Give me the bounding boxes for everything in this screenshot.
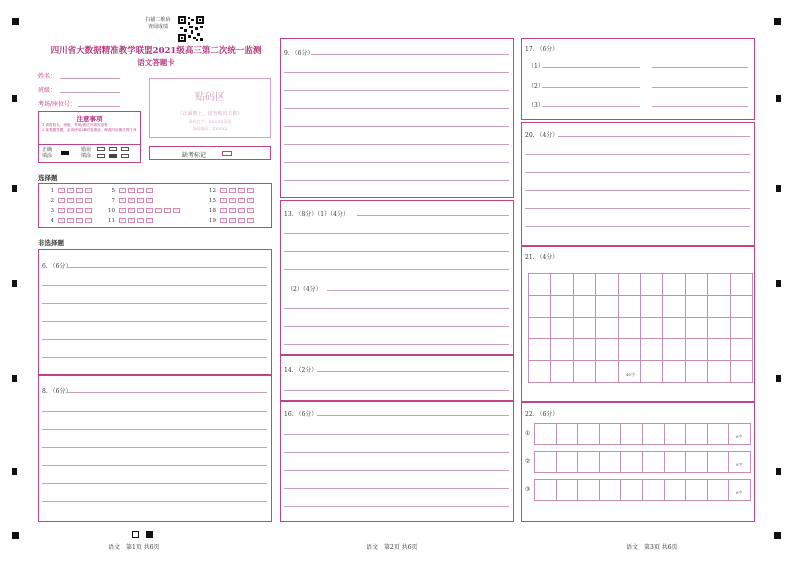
question-22-part3: ③	[525, 486, 531, 493]
question-20-box	[521, 122, 755, 246]
side-mark	[12, 375, 17, 382]
barcode-note-3: 条码编码：XX-XXX	[192, 126, 228, 131]
grid-cell[interactable]	[619, 274, 641, 296]
answer-line[interactable]	[284, 344, 509, 345]
alignment-mark-bottom-left	[12, 532, 19, 539]
writing-grid-row[interactable]	[534, 423, 751, 445]
side-mark	[776, 185, 781, 192]
grid-cell[interactable]	[731, 361, 753, 383]
grid-cell[interactable]	[551, 361, 573, 383]
grid-cell[interactable]	[708, 318, 730, 340]
grid-cell[interactable]	[663, 296, 685, 318]
grid-cell[interactable]	[619, 339, 641, 361]
choice-row[interactable]: 18 A B C D	[206, 208, 254, 214]
choice-row[interactable]: 1 A B C D	[44, 188, 92, 194]
answer-line[interactable]	[311, 54, 509, 55]
fill-wrong-label: 错误 填涂	[81, 147, 92, 159]
answer-line[interactable]	[42, 465, 267, 466]
choice-section-title: 选择题	[38, 174, 58, 182]
answer-line[interactable]	[284, 434, 509, 435]
exam-subtitle: 语文答题卡	[137, 58, 175, 67]
writing-grid-row[interactable]	[534, 479, 751, 501]
page-footer-2: 语文 第2页 共6页	[366, 544, 418, 551]
answer-line[interactable]	[284, 390, 509, 391]
grid-cell[interactable]	[596, 318, 618, 340]
grid-cell[interactable]	[578, 424, 600, 445]
writing-grid-row[interactable]	[534, 451, 751, 473]
seat-label: 考场/座位号：	[38, 101, 77, 108]
choice-row[interactable]: 2 A B C D	[44, 198, 92, 204]
grid-cell[interactable]	[621, 424, 643, 445]
choice-row[interactable]: 5 A B C D	[105, 188, 153, 194]
fill-wrong-example	[97, 147, 137, 161]
grid-cell[interactable]	[551, 339, 573, 361]
answer-line[interactable]	[542, 87, 640, 88]
answer-line[interactable]	[284, 233, 509, 234]
grid-cell[interactable]	[557, 480, 579, 501]
answer-line[interactable]	[42, 339, 267, 340]
answer-line[interactable]	[42, 483, 267, 484]
name-field[interactable]	[60, 78, 120, 79]
question-21-box	[521, 246, 755, 402]
grid-count-mark: 40字	[626, 372, 636, 377]
answer-line[interactable]	[284, 162, 509, 163]
answer-line[interactable]	[42, 303, 267, 304]
question-6-label: 6. （6分）	[42, 263, 72, 270]
answer-line[interactable]	[525, 208, 750, 209]
grid-cell[interactable]	[551, 296, 573, 318]
answer-line[interactable]	[284, 126, 509, 127]
page-mark-hollow	[132, 531, 139, 538]
answer-line[interactable]	[284, 108, 509, 109]
question-22-part1: ①	[525, 430, 531, 437]
answer-line[interactable]	[525, 226, 750, 227]
grid-cell[interactable]	[643, 452, 665, 473]
name-label: 姓名：	[38, 73, 57, 80]
answer-line[interactable]	[284, 180, 509, 181]
answer-line[interactable]	[42, 321, 267, 322]
question-8-box	[38, 375, 272, 522]
grid-cell[interactable]	[596, 339, 618, 361]
answer-line[interactable]	[284, 326, 509, 327]
side-mark	[12, 185, 17, 192]
grid-cell[interactable]	[665, 424, 687, 445]
grid-cell[interactable]	[665, 480, 687, 501]
question-17-part3: （3）	[528, 102, 544, 109]
grid-cell[interactable]	[529, 296, 551, 318]
question-22-part2: ②	[525, 458, 531, 465]
side-mark	[12, 95, 17, 102]
class-label: 班级：	[38, 87, 57, 94]
barcode-title: 贴码区	[195, 92, 225, 103]
grid-cell[interactable]	[600, 480, 622, 501]
page-footer-1: 语文 第1页 共6页	[108, 544, 160, 551]
choice-row[interactable]: 19 A B C D	[206, 218, 254, 224]
qr-caption: 扫描二维码 查阅成绩	[145, 17, 171, 30]
answer-line[interactable]	[652, 87, 748, 88]
answer-line[interactable]	[558, 136, 750, 137]
barcode-note-2: 条码打字：XX×XX条条	[188, 119, 232, 124]
grid-cell[interactable]	[621, 452, 643, 473]
grid-cell[interactable]	[574, 274, 596, 296]
grid-cell[interactable]	[529, 339, 551, 361]
grid-cell[interactable]	[708, 452, 730, 473]
grid-cell[interactable]	[574, 361, 596, 383]
answer-line[interactable]	[284, 452, 509, 453]
answer-line[interactable]	[42, 429, 267, 430]
alignment-mark-bottom-right	[774, 532, 781, 539]
question-8-label: 8. （6分）	[42, 388, 72, 395]
question-13-label: 13. （8分）（1）（4分）	[284, 211, 349, 218]
answer-line[interactable]	[42, 501, 267, 502]
grid-cell[interactable]	[731, 296, 753, 318]
question-6-box	[38, 249, 272, 375]
grid-cell[interactable]	[643, 480, 665, 501]
grid-cell[interactable]	[665, 452, 687, 473]
grid-cell[interactable]	[596, 274, 618, 296]
absent-label: 缺考标记	[182, 152, 207, 159]
grid-cell[interactable]	[708, 339, 730, 361]
grid-cell[interactable]	[686, 480, 708, 501]
fill-correct-label: 正确 填涂	[42, 147, 53, 159]
grid-cell[interactable]	[619, 318, 641, 340]
writing-grid[interactable]	[528, 273, 753, 383]
grid-cell[interactable]	[731, 274, 753, 296]
side-mark	[12, 468, 17, 475]
grid-cell[interactable]	[708, 296, 730, 318]
grid-cell[interactable]	[686, 274, 708, 296]
answer-line[interactable]	[652, 67, 748, 68]
fill-correct-example	[61, 151, 69, 155]
answer-line[interactable]	[525, 190, 750, 191]
question-14-box	[280, 355, 514, 401]
question-9-label: 9. （6分）	[284, 50, 314, 57]
grid-cell[interactable]	[535, 480, 557, 501]
grid-cell[interactable]	[596, 361, 618, 383]
grid-cell[interactable]	[686, 339, 708, 361]
answer-line[interactable]	[42, 357, 267, 358]
answer-line[interactable]	[542, 67, 640, 68]
page-footer-3: 语文 第3页 共6页	[626, 544, 678, 551]
answer-line[interactable]	[284, 72, 509, 73]
question-9-box	[280, 38, 514, 198]
answer-line[interactable]	[67, 267, 267, 268]
answer-line[interactable]	[42, 447, 267, 448]
grid-cell[interactable]	[641, 296, 663, 318]
grid-cell[interactable]	[600, 424, 622, 445]
barcode-note: （正面朝上，切勿贴出方框）	[177, 111, 243, 117]
side-mark	[12, 280, 17, 287]
notice-line-2: 2.客观题答题，必须使用2B铅笔填涂，修改时用橡皮擦干净	[42, 128, 137, 132]
grid-cell[interactable]	[551, 274, 573, 296]
choice-grid	[38, 183, 272, 228]
exam-title: 四川省大数据精准教学联盟2021级高三第二次统一监测	[50, 46, 262, 56]
grid-cell[interactable]	[641, 339, 663, 361]
choice-row[interactable]: 3 A B C D	[44, 208, 92, 214]
grid-cell[interactable]	[596, 296, 618, 318]
grid-cell[interactable]	[535, 452, 557, 473]
grid-count-mark: 8字	[736, 434, 743, 439]
grid-cell[interactable]	[663, 339, 685, 361]
grid-cell[interactable]	[643, 424, 665, 445]
question-13-box	[280, 200, 514, 355]
grid-cell[interactable]	[529, 318, 551, 340]
answer-line[interactable]	[317, 415, 509, 416]
answer-line[interactable]	[317, 371, 509, 372]
notice-line-1: 1.请将姓名、班级、考场/座位号填写清楚	[42, 123, 108, 127]
question-16-box	[280, 401, 514, 522]
question-17-part1: （1）	[528, 63, 544, 70]
grid-cell[interactable]	[621, 480, 643, 501]
choice-row[interactable]: 11 A B C D	[105, 218, 153, 224]
choice-row[interactable]: 15 A B C D	[206, 198, 254, 204]
barcode-area	[149, 78, 271, 138]
nonchoice-section-title: 非选择题	[38, 239, 64, 247]
grid-count-mark: 8字	[736, 462, 743, 467]
grid-cell[interactable]	[686, 318, 708, 340]
grid-cell[interactable]	[708, 274, 730, 296]
grid-cell[interactable]	[641, 318, 663, 340]
side-mark	[776, 468, 781, 475]
grid-cell[interactable]	[641, 361, 663, 383]
grid-cell[interactable]	[529, 274, 551, 296]
answer-line[interactable]	[42, 411, 267, 412]
choice-row[interactable]: 10 A B C D E F G	[105, 208, 180, 214]
grid-cell[interactable]	[708, 480, 730, 501]
choice-row[interactable]: 4 A B C D	[44, 218, 92, 224]
question-16-label: 16. （6分）	[284, 411, 318, 418]
side-mark	[776, 375, 781, 382]
notice-title: 注意事项	[76, 115, 103, 123]
notice-box	[38, 111, 141, 163]
question-20-label: 20. （4分）	[525, 132, 559, 139]
answer-line[interactable]	[284, 488, 509, 489]
qr-code-icon	[178, 16, 204, 42]
choice-row[interactable]: 12 A B C D	[206, 188, 254, 194]
grid-cell[interactable]	[663, 361, 685, 383]
answer-line[interactable]	[284, 308, 509, 309]
page-mark-solid	[146, 531, 153, 538]
answer-line[interactable]	[42, 285, 267, 286]
question-17-box	[521, 38, 755, 120]
side-mark	[776, 280, 781, 287]
grid-cell[interactable]	[641, 274, 663, 296]
alignment-mark-top-left	[12, 18, 19, 25]
grid-cell[interactable]	[619, 296, 641, 318]
absent-box	[149, 146, 271, 160]
grid-cell[interactable]	[535, 424, 557, 445]
grid-cell[interactable]	[686, 361, 708, 383]
grid-cell[interactable]	[731, 318, 753, 340]
question-14-label: 14. （2分）	[284, 367, 318, 374]
absent-checkbox[interactable]	[222, 151, 232, 156]
grid-cell[interactable]	[557, 424, 579, 445]
grid-cell[interactable]	[578, 480, 600, 501]
answer-line[interactable]	[525, 172, 750, 173]
notice-divider	[39, 144, 140, 145]
grid-cell[interactable]	[529, 361, 551, 383]
answer-line[interactable]	[284, 470, 509, 471]
grid-cell[interactable]	[578, 452, 600, 473]
grid-cell[interactable]	[574, 318, 596, 340]
grid-cell[interactable]	[708, 424, 730, 445]
answer-line[interactable]	[284, 90, 509, 91]
grid-cell[interactable]	[551, 318, 573, 340]
class-field[interactable]	[60, 92, 120, 93]
question-21-label: 21. （4分）	[525, 254, 559, 261]
answer-line[interactable]	[542, 106, 640, 107]
grid-cell[interactable]	[686, 424, 708, 445]
grid-cell[interactable]	[686, 452, 708, 473]
grid-cell[interactable]	[663, 274, 685, 296]
answer-line[interactable]	[284, 506, 509, 507]
answer-line[interactable]	[284, 144, 509, 145]
answer-line[interactable]	[652, 106, 748, 107]
question-22-box	[521, 402, 755, 522]
answer-line[interactable]	[67, 392, 267, 393]
grid-cell[interactable]	[708, 361, 730, 383]
grid-cell[interactable]	[574, 296, 596, 318]
grid-cell[interactable]	[557, 452, 579, 473]
seat-field[interactable]	[78, 106, 120, 107]
question-17-label: 17. （6分）	[525, 46, 559, 53]
answer-line[interactable]	[284, 269, 509, 270]
answer-line[interactable]	[357, 215, 509, 216]
answer-line[interactable]	[284, 251, 509, 252]
answer-line[interactable]	[327, 290, 509, 291]
grid-cell[interactable]	[731, 339, 753, 361]
question-22-label: 22. （6分）	[525, 411, 559, 418]
answer-line[interactable]	[525, 154, 750, 155]
grid-cell[interactable]	[686, 296, 708, 318]
side-mark	[776, 95, 781, 102]
choice-row[interactable]: 7 A B C D	[105, 198, 153, 204]
question-17-part2: （2）	[528, 83, 544, 90]
grid-cell[interactable]	[663, 318, 685, 340]
alignment-mark-top-right	[774, 18, 781, 25]
grid-count-mark: 8字	[736, 490, 743, 495]
question-13-part2-label: （2）（4分）	[287, 286, 322, 293]
grid-cell[interactable]	[600, 452, 622, 473]
grid-cell[interactable]	[574, 339, 596, 361]
